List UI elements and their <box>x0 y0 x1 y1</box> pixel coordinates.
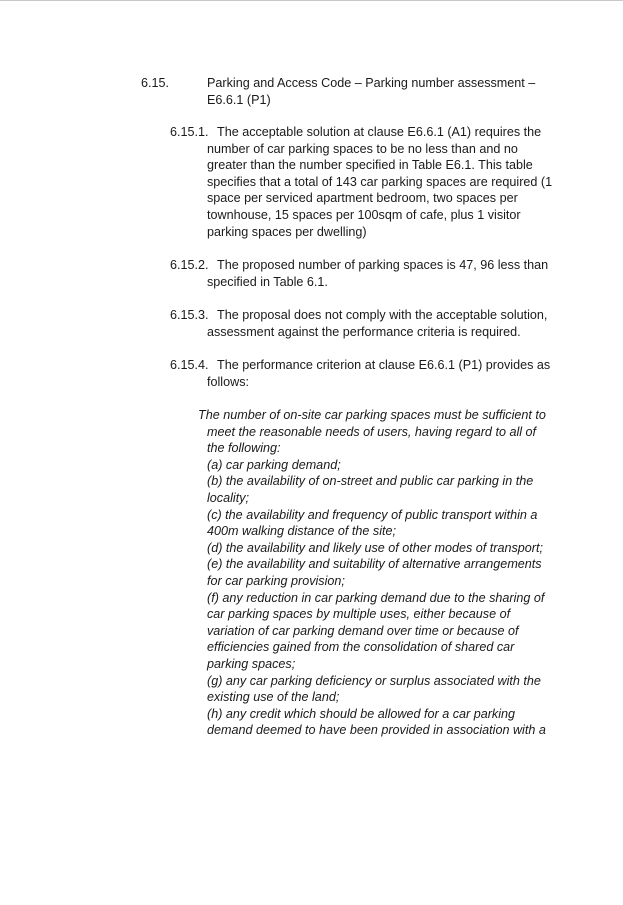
quote-line: (d) the availability and likely use of other modes of transport; <box>207 540 544 555</box>
quote-line: meet the reasonable needs of users, having regard to all of <box>207 424 537 439</box>
paragraph-line: The proposal does not comply with the acceptable solution, <box>217 308 548 322</box>
paragraph-line: parking spaces per dwelling) <box>207 224 367 239</box>
paragraph-line: The acceptable solution at clause E6.6.1 (A1) requires the <box>217 125 542 139</box>
quote-line: The number of on-site car parking spaces must be sufficient to <box>198 408 546 422</box>
section-title-line: Parking and Access Code – Parking number assessment – <box>207 76 536 90</box>
quote-line: the following: <box>207 441 281 456</box>
paragraph-number: 6.15.3. <box>170 308 209 322</box>
paragraph-line: assessment against the performance criteria is required. <box>207 324 521 339</box>
paragraph-line: follows: <box>207 374 249 389</box>
paragraph-6-15-2 <box>170 257 570 290</box>
performance-criterion-quote <box>198 407 558 739</box>
paragraph-6-15-1 <box>170 124 570 240</box>
quote-line: (b) the availability of on-street and public car parking in the <box>207 474 534 489</box>
paragraph-number: 6.15.2. <box>170 258 209 272</box>
paragraph-line: townhouse, 15 spaces per 100sqm of cafe, plus 1 visitor <box>207 207 521 222</box>
paragraph-number: 6.15.4. <box>170 358 209 372</box>
quote-line: (c) the availability and frequency of public transport within a <box>207 507 538 522</box>
quote-line: (a) car parking demand; <box>207 457 341 472</box>
quote-line: efficiencies gained from the consolidation of shared car <box>207 640 515 655</box>
quote-line: locality; <box>207 490 249 505</box>
paragraph-6-15-4 <box>170 357 570 390</box>
section-title-line: E6.6.1 (P1) <box>207 92 271 107</box>
quote-line: (f) any reduction in car parking demand due to the sharing of <box>207 590 545 605</box>
quote-line: car parking spaces by multiple uses, either because of <box>207 607 511 622</box>
paragraph-line: The performance criterion at clause E6.6.1 (P1) provides as <box>217 358 551 372</box>
paragraph-line: greater than the number specified in Table E6.1. This table <box>207 158 533 173</box>
section-number: 6.15. <box>141 76 170 90</box>
paragraph-line: specifies that a total of 143 car parking spaces are required (1 <box>207 174 553 189</box>
quote-line: (g) any car parking deficiency or surplus associated with the <box>207 673 541 688</box>
quote-line: demand deemed to have been provided in association with a <box>207 723 546 738</box>
paragraph-line: number of car parking spaces to be no less than and no <box>207 141 518 156</box>
paragraph-number: 6.15.1. <box>170 125 209 139</box>
quote-line: for car parking provision; <box>207 573 345 588</box>
quote-line: variation of car parking demand over time or because of <box>207 623 519 638</box>
quote-line: (h) any credit which should be allowed for a car parking <box>207 706 516 721</box>
paragraph-line: The proposed number of parking spaces is 47, 96 less than <box>217 258 549 272</box>
section-title <box>207 75 567 108</box>
paragraph-text <box>207 307 570 340</box>
paragraph-line: specified in Table 6.1. <box>207 274 328 289</box>
paragraph-line: space per serviced apartment bedroom, two spaces per <box>207 191 518 206</box>
paragraph-text <box>207 357 570 390</box>
top-border-line <box>0 0 623 1</box>
paragraph-text <box>207 257 570 290</box>
quote-line: 400m walking distance of the site; <box>207 524 397 539</box>
quote-line: existing use of the land; <box>207 690 340 705</box>
paragraph-6-15-3 <box>170 307 570 340</box>
quote-line: parking spaces; <box>207 656 296 671</box>
quote-line: (e) the availability and suitability of alternative arrangements <box>207 557 542 572</box>
paragraph-text <box>207 124 570 240</box>
